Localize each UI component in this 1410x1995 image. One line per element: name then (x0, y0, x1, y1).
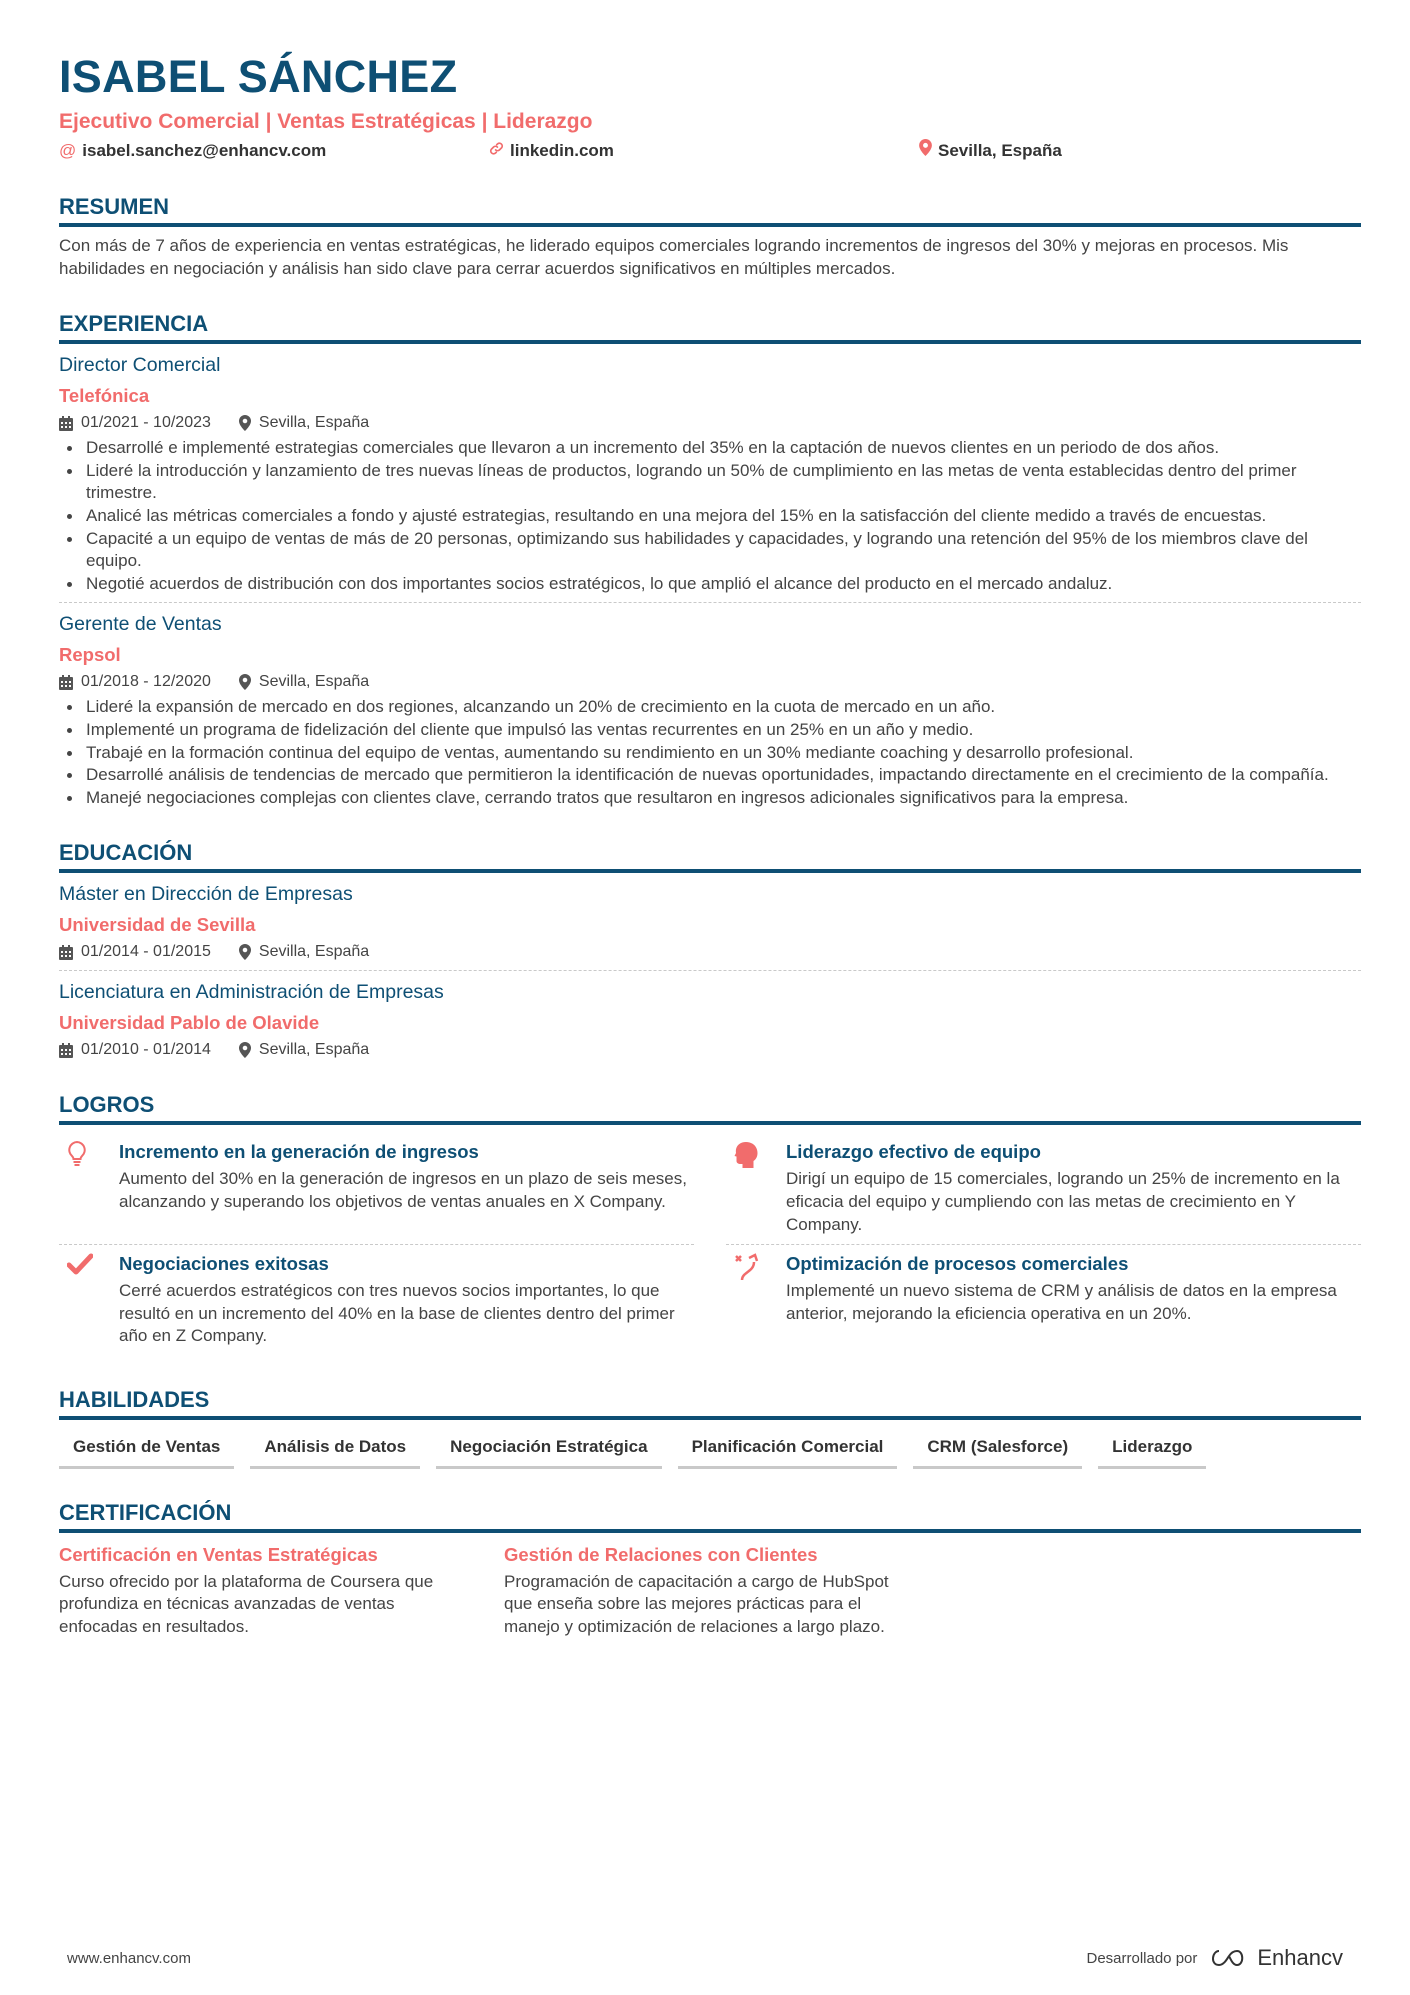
location: Sevilla, España (258, 943, 370, 961)
bullet-item: Manejé negociaciones complejas con clientes clave, cerrando tratos que resultaron en ingresos adicionales significativos para la empresa. (59, 787, 1361, 810)
job-title: Gerente de Ventas (59, 613, 222, 636)
lightbulb-icon (59, 1139, 119, 1236)
calendar-icon (59, 675, 73, 690)
skill-tag: CRM (Salesforce) (913, 1430, 1082, 1469)
divider (59, 970, 1361, 971)
achievement-item (726, 1245, 1361, 1356)
enhancv-logo (1207, 1945, 1343, 1971)
certification-text: Curso ofrecido por la plataforma de Coursera que profundiza en técnicas avanzadas de ventas enfocadas en resultados. (59, 1571, 434, 1637)
achievement-title: Liderazgo efectivo de equipo (786, 1141, 1041, 1163)
section-title: CERTIFICACIÓN (59, 1499, 1361, 1533)
dates: 01/2014 - 01/2015 (81, 943, 211, 961)
skill-tag: Gestión de Ventas (59, 1430, 234, 1469)
experience-section (59, 310, 1361, 809)
bullet-item: Lideré la introducción y lanzamiento de tres nuevas líneas de productos, logrando un 50% de cumplimiento en las metas de venta establecidas dentro del primer trimestre. (59, 460, 1361, 505)
achievement-text: Dirigí un equipo de 15 comerciales, logrando un 25% de incremento en la eficacia del equipo y cumpliendo con las metas de crecimiento en Y Company. (786, 1169, 1340, 1234)
achievement-item (726, 1133, 1361, 1245)
candidate-title: Ejecutivo Comercial | Ventas Estratégicas | Liderazgo (59, 110, 593, 133)
meta-row (59, 1039, 1361, 1061)
calendar-icon (59, 1043, 73, 1058)
achievement-item (59, 1133, 694, 1245)
skills-section (59, 1386, 1361, 1469)
section-title: EXPERIENCIA (59, 310, 1361, 344)
skill-tag: Liderazgo (1098, 1430, 1206, 1469)
map-pin-icon (239, 944, 251, 960)
achievement-title: Incremento en la generación de ingresos (119, 1141, 479, 1163)
education-section (59, 839, 1361, 1061)
certification-item (59, 1543, 504, 1639)
calendar-icon (59, 416, 73, 431)
bullet-item: Desarrollé análisis de tendencias de mercado que permitieron la identificación de nuevas oportunidades, impactando directamente en el crecimiento de la compañía. (59, 764, 1361, 787)
achievement-title: Optimización de procesos comerciales (786, 1253, 1129, 1275)
contact-row (59, 139, 1361, 163)
resume-page (59, 50, 1361, 1639)
candidate-name: ISABEL SÁNCHEZ (59, 51, 458, 102)
section-title: LOGROS (59, 1091, 1361, 1125)
bullet-item: Lideré la expansión de mercado en dos regiones, alcanzando un 20% de crecimiento en la cuota de mercado en un año. (59, 696, 1361, 719)
skill-tag: Análisis de Datos (250, 1430, 420, 1469)
brand-name: Enhancv (1257, 1945, 1343, 1970)
degree: Máster en Dirección de Empresas (59, 883, 353, 906)
dates: 01/2021 - 10/2023 (81, 414, 211, 432)
calendar-icon (59, 945, 73, 960)
school-name: Universidad de Sevilla (59, 914, 256, 936)
email-contact[interactable] (59, 139, 489, 163)
map-pin-icon (239, 674, 251, 690)
location-contact (919, 139, 1062, 163)
section-title: HABILIDADES (59, 1386, 1361, 1420)
powered-by-label: Desarrollado por (1086, 1949, 1198, 1967)
achievements-section (59, 1091, 1361, 1356)
head-icon (726, 1139, 786, 1236)
certification-item (504, 1543, 949, 1639)
linkedin-text[interactable]: linkedin.com (510, 141, 614, 160)
education-item (59, 979, 1361, 1061)
experience-item (59, 352, 1361, 603)
company-name: Repsol (59, 644, 121, 666)
achievement-text: Implementé un nuevo sistema de CRM y análisis de datos en la empresa anterior, mejorando la eficiencia operativa en un 20%. (786, 1281, 1337, 1323)
linkedin-contact[interactable] (489, 139, 919, 163)
certification-title: Certificación en Ventas Estratégicas (59, 1543, 378, 1565)
bullet-item: Capacité a un equipo de ventas de más de 20 personas, optimizando sus habilidades y capacidades, y logrando una retención del 95% de los miembros clave del equipo. (59, 528, 1361, 573)
achievement-title: Negociaciones exitosas (119, 1253, 329, 1275)
at-icon: @ (59, 141, 77, 160)
email-text[interactable]: isabel.sanchez@enhancv.com (82, 141, 327, 160)
dates: 01/2018 - 12/2020 (81, 673, 211, 691)
bullet-item: Desarrollé e implementé estrategias comerciales que llevaron a un incremento del 35% en la captación de nuevos clientes en un periodo de dos años. (59, 437, 1361, 460)
summary-section (59, 193, 1361, 280)
section-title: EDUCACIÓN (59, 839, 1361, 873)
meta-row (59, 941, 1361, 963)
meta-row (59, 412, 1361, 434)
skill-tag: Planificación Comercial (678, 1430, 898, 1469)
link-icon (489, 139, 504, 163)
experience-item (59, 611, 1361, 809)
location: Sevilla, España (258, 1041, 370, 1059)
infinity-icon (1207, 1947, 1251, 1969)
bullet-item: Implementé un programa de fidelización del cliente que impulsó las ventas recurrentes en un 25% en un año y medio. (59, 719, 1361, 742)
achievement-text: Aumento del 30% en la generación de ingresos en un plazo de seis meses, alcanzando y superando los objetivos de ventas anuales en X Company. (119, 1169, 687, 1211)
website-link[interactable]: www.enhancv.com (67, 1949, 191, 1967)
bullet-item: Trabajé en la formación continua del equipo de ventas, aumentando su rendimiento en un 30% mediante coaching y desarrollo profesional. (59, 742, 1361, 765)
achievement-item (59, 1245, 694, 1356)
company-name: Telefónica (59, 385, 150, 407)
location: Sevilla, España (258, 414, 370, 432)
dates: 01/2010 - 01/2014 (81, 1041, 211, 1059)
map-pin-icon (239, 415, 251, 431)
certification-title: Gestión de Relaciones con Clientes (504, 1543, 818, 1565)
route-icon (726, 1251, 786, 1348)
divider (59, 602, 1361, 603)
location: Sevilla, España (258, 673, 370, 691)
achievement-text: Cerré acuerdos estratégicos con tres nuevos socios importantes, lo que resultó en un incremento del 40% en la base de clientes dentro del primer año en Z Company. (119, 1281, 675, 1346)
header (59, 50, 1361, 163)
bullet-item: Negotié acuerdos de distribución con dos importantes socios estratégicos, lo que amplió el alcance del producto en el mercado andaluz. (59, 573, 1361, 596)
map-pin-icon (239, 1042, 251, 1058)
bullet-item: Analicé las métricas comerciales a fondo y ajusté estrategias, resultando en una mejora del 15% en la satisfacción del cliente medido a través de encuestas. (59, 505, 1361, 528)
check-icon (59, 1251, 119, 1348)
degree: Licenciatura en Administración de Empresas (59, 981, 444, 1004)
footer (67, 1945, 1343, 1971)
job-title: Director Comercial (59, 354, 221, 377)
location-text: Sevilla, España (938, 141, 1062, 160)
certification-text: Programación de capacitación a cargo de HubSpot que enseña sobre las mejores prácticas para el manejo y optimización de relaciones a largo plazo. (504, 1571, 889, 1637)
certifications-section (59, 1499, 1361, 1639)
meta-row (59, 671, 1361, 693)
summary-text: Con más de 7 años de experiencia en ventas estratégicas, he liderado equipos comerciales logrando incrementos de ingresos del 30% y mejoras en procesos. Mis habilidades en negociación y análisis han sido clave para cerrar acuerdos significativos en múltiples mercados. (59, 236, 1289, 278)
map-pin-icon (919, 139, 932, 163)
brand (1086, 1945, 1343, 1971)
education-item (59, 881, 1361, 971)
school-name: Universidad Pablo de Olavide (59, 1012, 320, 1034)
section-title: RESUMEN (59, 193, 1361, 227)
skill-tag: Negociación Estratégica (436, 1430, 661, 1469)
